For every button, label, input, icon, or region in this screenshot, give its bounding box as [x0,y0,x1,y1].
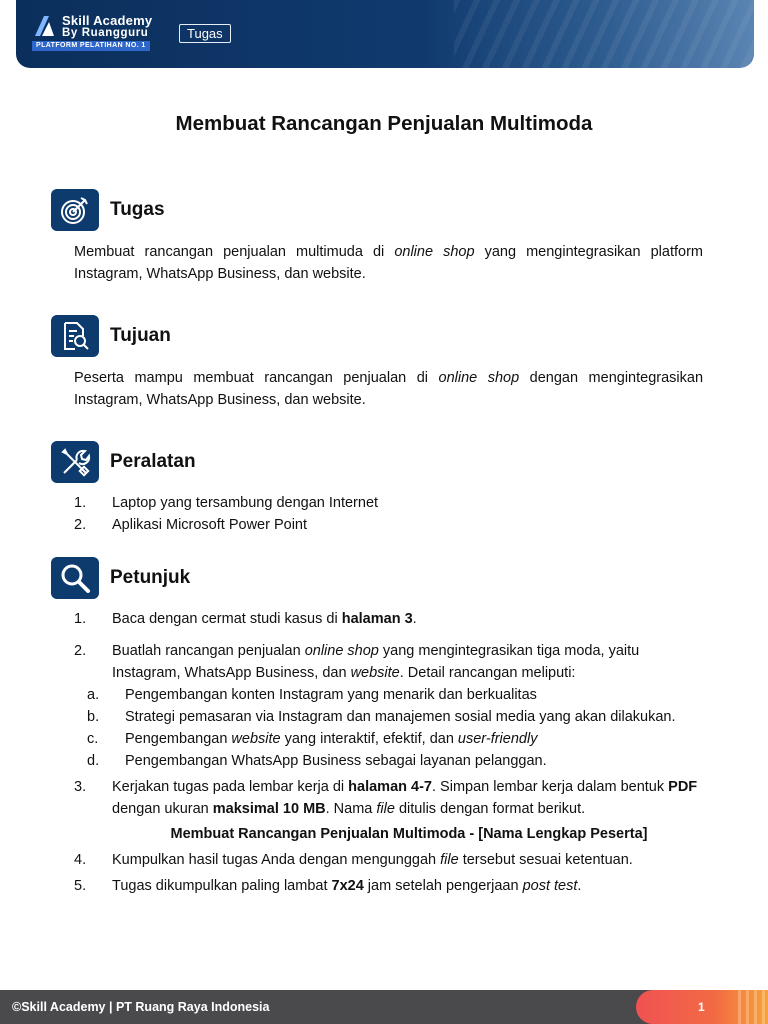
list-item: 3. Kerjakan tugas pada lembar kerja di halaman 4-7. Simpan lembar kerja dalam bentuk PDF dengan ukuran maksimal 10 MB. Nama file ditulis dengan format berikut. [74,779,698,817]
section-title-peralatan: Peralatan [110,451,196,472]
tujuan-body: Peserta mampu membuat rancangan penjualan di online shop dengan mengintegrasikan Instagram, WhatsApp Business, dan website. [74,370,704,408]
peralatan-list [74,492,714,536]
section-petunjuk-header [51,557,190,599]
brand-name: Skill Academy [62,13,153,28]
footer-page-badge [636,990,768,1024]
file-name-format: Membuat Rancangan Penjualan Multimoda - [Nama Lengkap Peserta] [170,826,648,842]
sub-list-item: b. Strategi pemasaran via Instagram dan manajemen sosial media yang akan dilakukan. [87,709,676,725]
list-item: 2. Aplikasi Microsoft Power Point [74,517,308,533]
header-banner [16,0,754,68]
magnifier-icon [51,557,99,599]
section-title-tujuan: Tujuan [110,325,171,346]
section-peralatan-header [51,441,196,483]
skill-academy-logo-icon [32,14,58,38]
document-search-icon [51,315,99,357]
footer-copyright: ©Skill Academy | PT Ruang Raya Indonesia [12,1000,270,1014]
section-title-tugas: Tugas [110,199,165,220]
footer-bar [0,990,768,1024]
section-tujuan-header [51,315,171,357]
brand-logo [32,14,152,40]
footer-decoration [738,990,768,1024]
target-icon [51,189,99,231]
petunjuk-list [74,608,706,897]
brand-tagline: PLATFORM PELATIHAN NO. 1 [32,41,150,51]
list-item: 4. Kumpulkan hasil tugas Anda dengan mengunggah file tersebut sesuai ketentuan. [74,852,633,868]
header-decoration [454,0,754,68]
section-tugas-header [51,189,165,231]
tugas-body: Membuat rancangan penjualan multimuda di online shop yang mengintegrasikan platform Instagram, WhatsApp Business, dan website. [74,244,703,282]
sub-list-item: c. Pengembangan website yang interaktif, efektif, dan user-friendly [87,731,538,747]
sub-list-item: a. Pengembangan konten Instagram yang menarik dan berkualitas [87,687,537,703]
page-number: 1 [698,1000,705,1014]
header-tab-tugas: Tugas [179,24,231,43]
tools-icon [51,441,99,483]
page-title: Membuat Rancangan Penjualan Multimoda [175,112,593,135]
list-item: 1. Baca dengan cermat studi kasus di halaman 3. [74,611,417,627]
list-item: 1. Laptop yang tersambung dengan Internet [74,495,379,511]
brand-subname: By Ruangguru [62,27,149,39]
section-title-petunjuk: Petunjuk [110,567,191,588]
list-item: 5. Tugas dikumpulkan paling lambat 7x24 jam setelah pengerjaan post test. [74,878,582,894]
list-item: 2. Buatlah rancangan penjualan online shop yang mengintegrasikan tiga moda, yaitu Instagram, WhatsApp Business, dan website. Detail rancangan meliputi: [74,643,640,681]
sub-list-item: d. Pengembangan WhatsApp Business sebagai layanan pelanggan. [87,753,547,769]
